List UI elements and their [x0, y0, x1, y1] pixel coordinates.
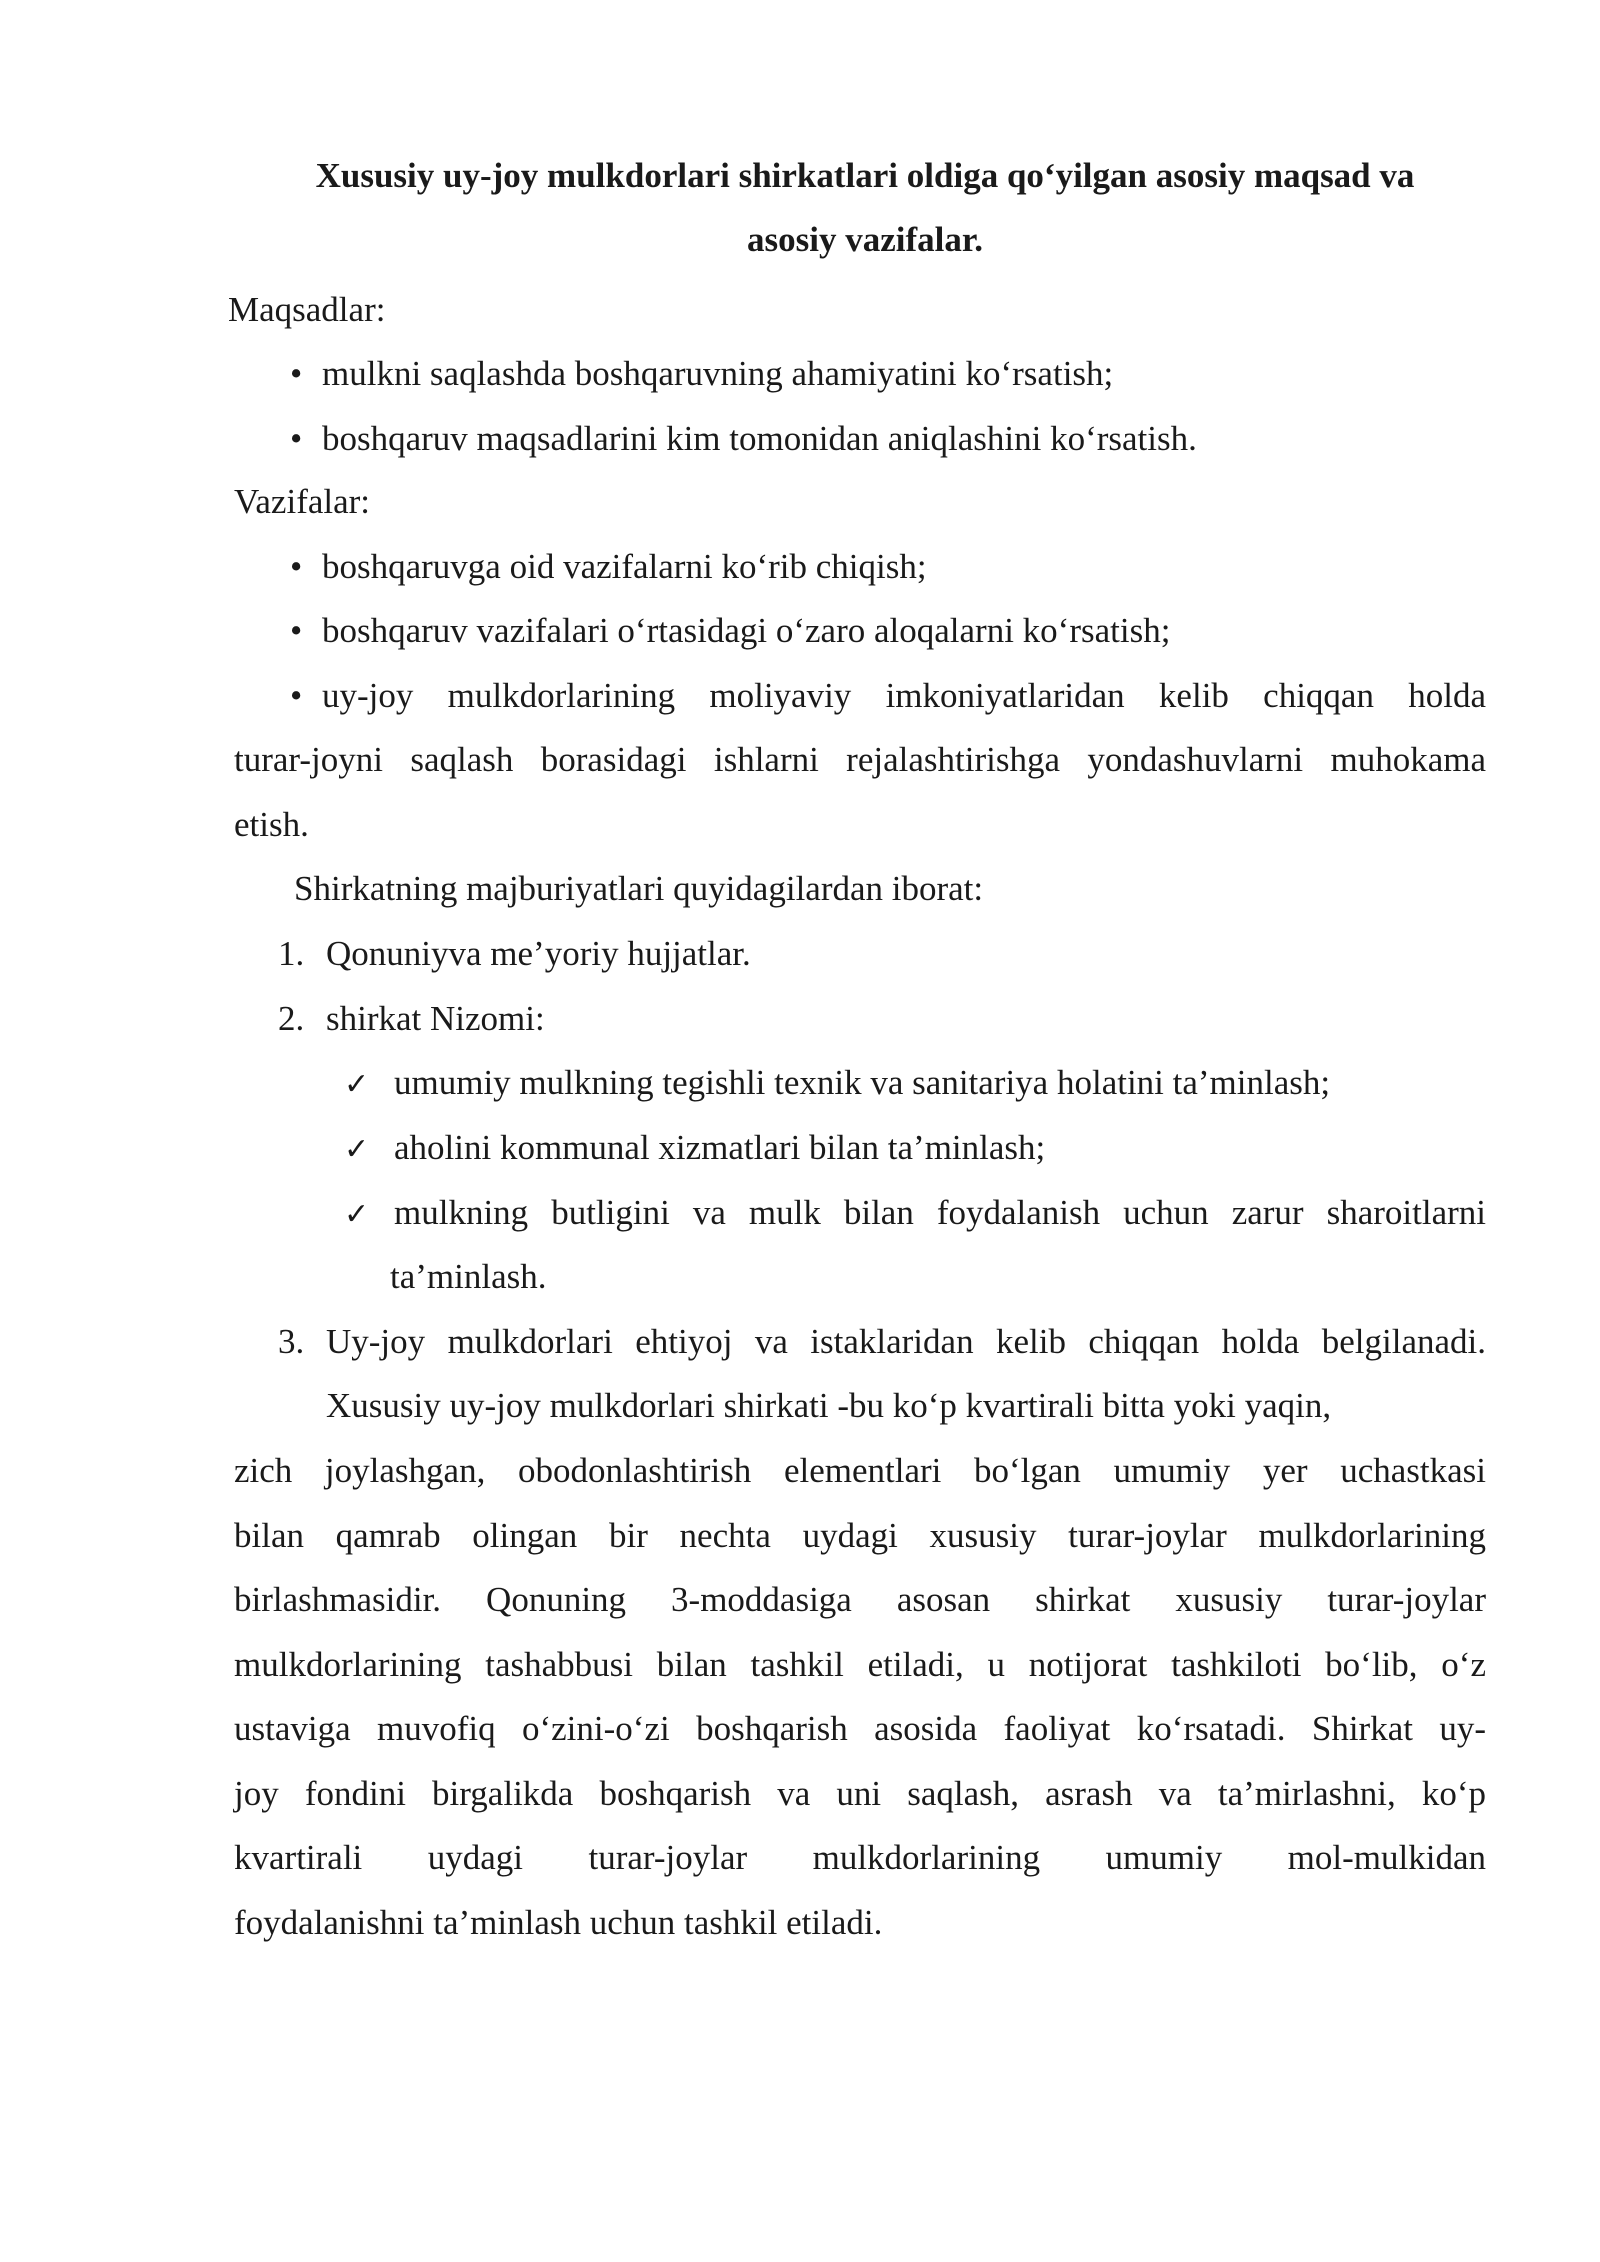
- charter-item-1: [344, 1059, 1330, 1109]
- checkmark-icon: ✓: [344, 1132, 370, 1167]
- obligation-text: Qonuniyva me’yoriy hujjatlar.: [326, 934, 751, 973]
- task-item-3-continuation-end: etish.: [234, 805, 309, 844]
- definition-line-3: bilan qamrab olingan bir nechta uydagi xususiy turar-joylar mulkdorlarining: [234, 1516, 1486, 1555]
- task-item-3: [290, 672, 1486, 720]
- bullet-icon: •: [290, 547, 303, 586]
- definition-line-7: joy fondini birgalikda boshqarish va uni saqlash, asrash va ta’mirlashni, ko‘p: [234, 1774, 1486, 1813]
- obligation-item-2: [278, 995, 545, 1043]
- checkmark-icon: ✓: [344, 1067, 370, 1102]
- bullet-icon: •: [290, 354, 303, 393]
- charter-item-text: aholini kommunal xizmatlari bilan ta’minlash;: [394, 1128, 1046, 1167]
- definition-line-6: ustaviga muvofiq o‘zini-o‘zi boshqarish asosida faoliyat ko‘rsatadi. Shirkat uy-: [234, 1709, 1486, 1748]
- list-number: 1.: [278, 934, 305, 973]
- bullet-icon: •: [290, 611, 303, 650]
- definition-line-4: birlashmasidir. Qonuning 3-moddasiga asosan shirkat xususiy turar-joylar: [234, 1580, 1486, 1619]
- obligation-item-3: [278, 1318, 1486, 1366]
- task-item-3-continuation: turar-joyni saqlash borasidagi ishlarni rejalashtirishga yondashuvlarni muhokama: [234, 740, 1486, 779]
- task-item-text: boshqaruv vazifalari o‘rtasidagi o‘zaro aloqalarni ko‘rsatish;: [322, 611, 1171, 650]
- list-number: 2.: [278, 999, 305, 1038]
- definition-line-5: mulkdorlarining tashabbusi bilan tashkil etiladi, u notijorat tashkiloti bo‘lib, o‘z: [234, 1645, 1486, 1684]
- charter-item-text: mulkning butligini va mulk bilan foydalanish uchun zarur sharoitlarni: [394, 1193, 1486, 1232]
- task-item-text: boshqaruvga oid vazifalarni ko‘rib chiqish;: [322, 547, 927, 586]
- obligation-text: shirkat Nizomi:: [326, 999, 545, 1038]
- task-item-1: [290, 543, 927, 591]
- obligation-item-1: [278, 930, 751, 978]
- obligations-intro: Shirkatning majburiyatlari quyidagilardan iborat:: [294, 869, 984, 908]
- definition-line-8: kvartirali uydagi turar-joylar mulkdorlarining umumiy mol-mulkidan: [234, 1838, 1486, 1877]
- obligation-text: Uy-joy mulkdorlari ehtiyoj va istaklaridan kelib chiqqan holda belgilanadi.: [326, 1322, 1486, 1361]
- bullet-icon: •: [290, 419, 303, 458]
- task-item-2: [290, 607, 1170, 655]
- charter-item-text: umumiy mulkning tegishli texnik va sanitariya holatini ta’minlash;: [394, 1063, 1331, 1102]
- list-number: 3.: [278, 1322, 305, 1361]
- definition-line-2: zich joylashgan, obodonlashtirish elementlari bo‘lgan umumiy yer uchastkasi: [234, 1451, 1486, 1490]
- charter-item-3-continuation: ta’minlash.: [390, 1257, 547, 1296]
- bullet-icon: •: [290, 676, 303, 715]
- charter-item-3: [344, 1189, 1486, 1239]
- goals-heading: Maqsadlar:: [228, 290, 386, 329]
- definition-line-1: Xususiy uy-joy mulkdorlari shirkati -bu ko‘p kvartirali bitta yoki yaqin,: [326, 1386, 1332, 1425]
- document-title-line-1: Xususiy uy-joy mulkdorlari shirkatlari oldiga qo‘yilgan asosiy maqsad va: [315, 156, 1415, 195]
- goal-item-1: [290, 350, 1113, 398]
- tasks-heading: Vazifalar:: [234, 482, 371, 521]
- goal-item-text: mulkni saqlashda boshqaruvning ahamiyatini ko‘rsatish;: [322, 354, 1114, 393]
- document-title-line-2: asosiy vazifalar.: [747, 220, 983, 259]
- goal-item-text: boshqaruv maqsadlarini kim tomonidan aniqlashini ko‘rsatish.: [322, 419, 1197, 458]
- charter-item-2: [344, 1124, 1045, 1174]
- task-item-text: uy-joy mulkdorlarining moliyaviy imkoniyatlaridan kelib chiqqan holda: [322, 676, 1486, 715]
- goal-item-2: [290, 415, 1197, 463]
- definition-line-9: foydalanishni ta’minlash uchun tashkil etiladi.: [234, 1903, 883, 1942]
- checkmark-icon: ✓: [344, 1197, 370, 1232]
